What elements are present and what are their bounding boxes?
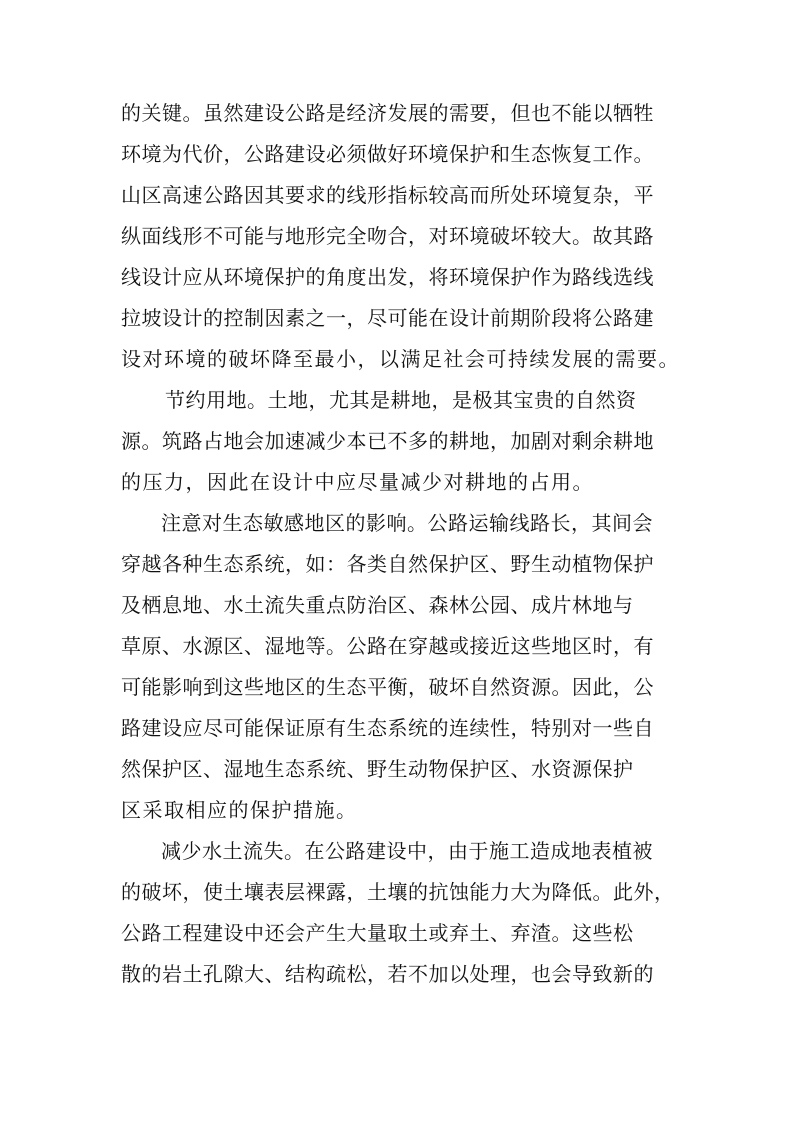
paragraph-first-line: 注意对生态敏感地区的影响。公路运输线路长，其间会 xyxy=(161,511,653,535)
text-line: 草原、水源区、湿地等。公路在穿越或接近这些地区时，有 xyxy=(121,634,654,658)
text-line: 源。筑路占地会加速减少本已不多的耕地，加剧对剩余耕地 xyxy=(121,429,654,453)
text-line: 的关键。虽然建设公路是经济发展的需要，但也不能以牺牲 xyxy=(121,101,654,125)
text-line: 的压力，因此在设计中应尽量减少对耕地的占用。 xyxy=(121,470,594,494)
text-line: 的破坏，使土壤表层裸露，土壤的抗蚀能力大为降低。此外， xyxy=(121,880,675,904)
text-line: 散的岩土孔隙大、结构疏松，若不加以处理，也会导致新的 xyxy=(121,962,654,986)
text-line: 环境为代价，公路建设必须做好环境保护和生态恢复工作。 xyxy=(121,142,654,166)
text-line: 公路工程建设中还会产生大量取土或弃土、弃渣。这些松 xyxy=(121,921,634,945)
text-line: 区采取相应的保护措施。 xyxy=(121,798,358,822)
text-line: 路建设应尽可能保证原有生态系统的连续性，特别对一些自 xyxy=(121,716,654,740)
text-line: 可能影响到这些地区的生态平衡，破坏自然资源。因此，公 xyxy=(121,675,654,699)
text-line: 山区高速公路因其要求的线形指标较高而所处环境复杂，平 xyxy=(121,183,654,207)
text-line: 线设计应从环境保护的角度出发，将环境保护作为路线选线 xyxy=(121,265,654,289)
text-line: 及栖息地、水土流失重点防治区、森林公园、成片林地与 xyxy=(121,593,634,617)
text-line: 设对环境的破坏降至最小，以满足社会可持续发展的需要。 xyxy=(121,347,680,371)
paragraph-first-line: 减少水土流失。在公路建设中，由于施工造成地表植被 xyxy=(161,839,653,863)
text-line: 穿越各种生态系统，如：各类自然保护区、野生动植物保护 xyxy=(121,552,654,576)
body-text xyxy=(121,93,680,995)
paragraph-first-line: 节约用地。土地，尤其是耕地，是极其宝贵的自然资 xyxy=(165,388,637,412)
text-line: 然保护区、湿地生态系统、野生动物保护区、水资源保护 xyxy=(121,757,634,781)
text-line: 纵面线形不可能与地形完全吻合，对环境破坏较大。故其路 xyxy=(121,224,654,248)
text-line: 拉坡设计的控制因素之一，尽可能在设计前期阶段将公路建 xyxy=(121,306,654,330)
